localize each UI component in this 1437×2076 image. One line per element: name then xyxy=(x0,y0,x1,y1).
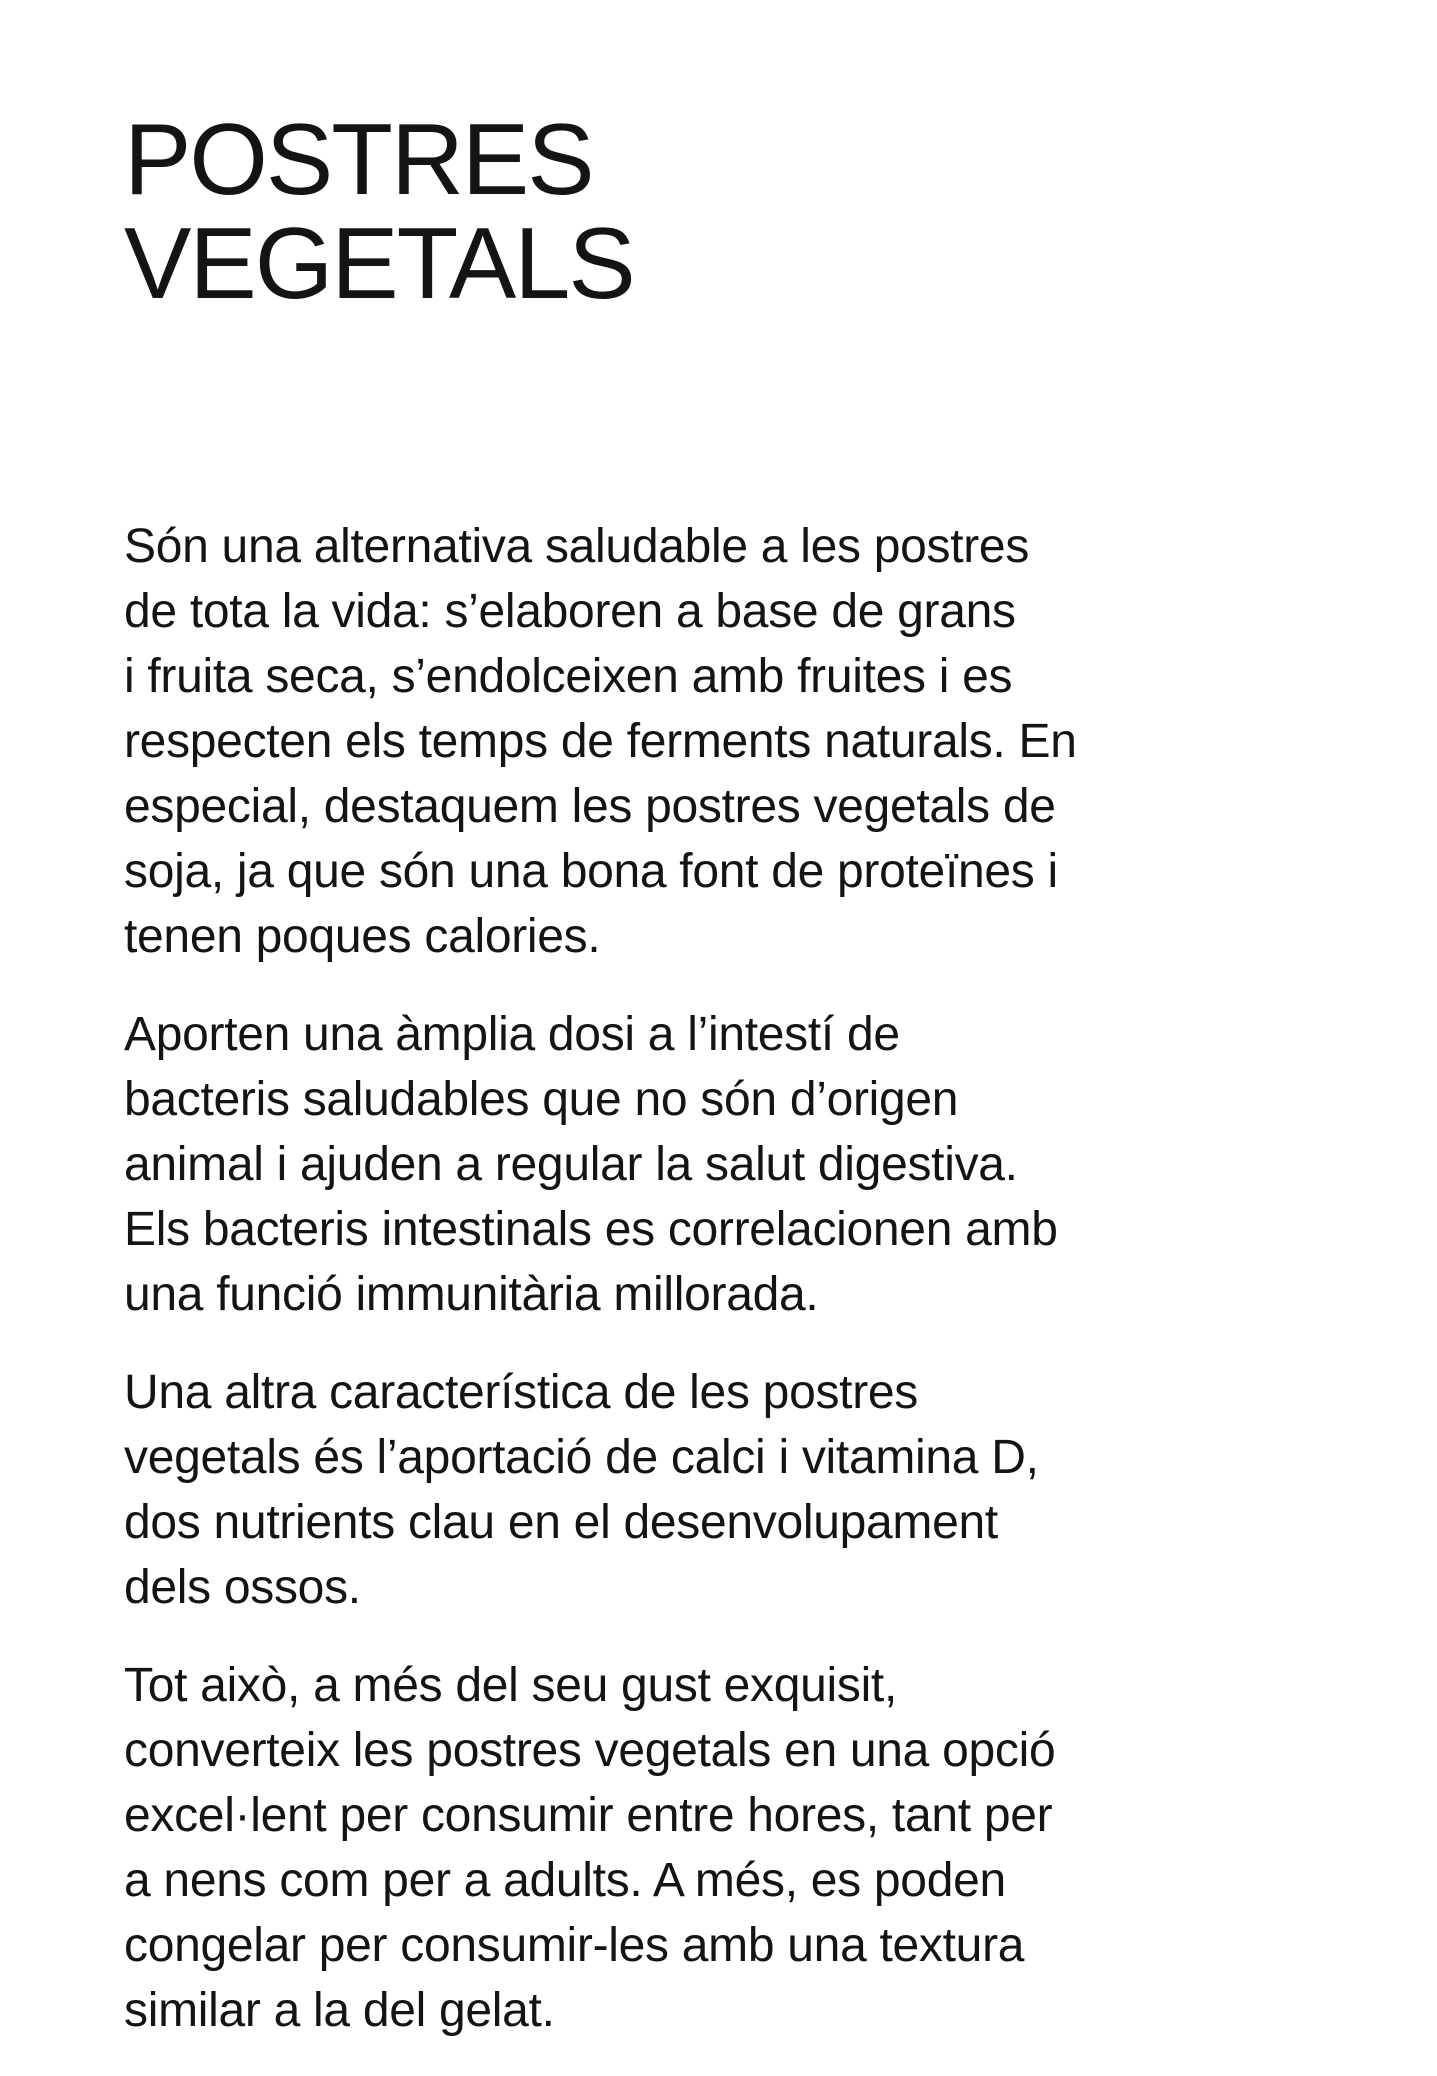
paragraph-bacteria xyxy=(124,1002,1264,1327)
text-line: una funció immunitària millorada. xyxy=(124,1268,819,1321)
text-line: converteix les postres vegetals en una opció xyxy=(124,1724,1056,1777)
text-line: Aporten una àmplia dosi a l’intestí de xyxy=(124,1008,900,1061)
text-line: dels ossos. xyxy=(124,1561,361,1614)
text-line: Una altra característica de les postres xyxy=(124,1366,918,1419)
text-line: de tota la vida: s’elaboren a base de grans xyxy=(124,585,1016,638)
paragraph-intro xyxy=(124,514,1264,969)
text-line: Els bacteris intestinals es correlacionen amb xyxy=(124,1203,1058,1256)
paragraph-conclusion xyxy=(124,1653,1264,2043)
text-line: vegetals és l’aportació de calci i vitamina D, xyxy=(124,1431,1039,1484)
text-line: Tot això, a més del seu gust exquisit, xyxy=(124,1659,898,1712)
text-line: dos nutrients clau en el desenvolupament xyxy=(124,1496,998,1549)
title-line: POSTRES xyxy=(124,104,593,216)
text-line: animal i ajuden a regular la salut digestiva. xyxy=(124,1138,1018,1191)
text-line: excel·lent per consumir entre hores, tant per xyxy=(124,1789,1053,1842)
text-line: soja, ja que són una bona font de proteïnes i xyxy=(124,845,1058,898)
paragraph-calcium xyxy=(124,1360,1264,1620)
title-line: VEGETALS xyxy=(124,208,634,320)
text-line: bacteris saludables que no són d’origen xyxy=(124,1073,959,1126)
text-line: respecten els temps de ferments naturals. En xyxy=(124,715,1077,768)
text-line: Són una alternativa saludable a les postres xyxy=(124,520,1030,573)
text-line: congelar per consumir-les amb una textura xyxy=(124,1919,1025,1972)
page-title xyxy=(124,104,1264,320)
text-line: especial, destaquem les postres vegetals de xyxy=(124,780,1056,833)
text-line: tenen poques calories. xyxy=(124,910,601,963)
body-text xyxy=(124,514,1264,2043)
text-line: similar a la del gelat. xyxy=(124,1984,555,2037)
text-line: i fruita seca, s’endolceixen amb fruites i es xyxy=(124,650,1013,703)
document-page xyxy=(124,104,1264,2076)
text-line: a nens com per a adults. A més, es poden xyxy=(124,1854,1006,1907)
